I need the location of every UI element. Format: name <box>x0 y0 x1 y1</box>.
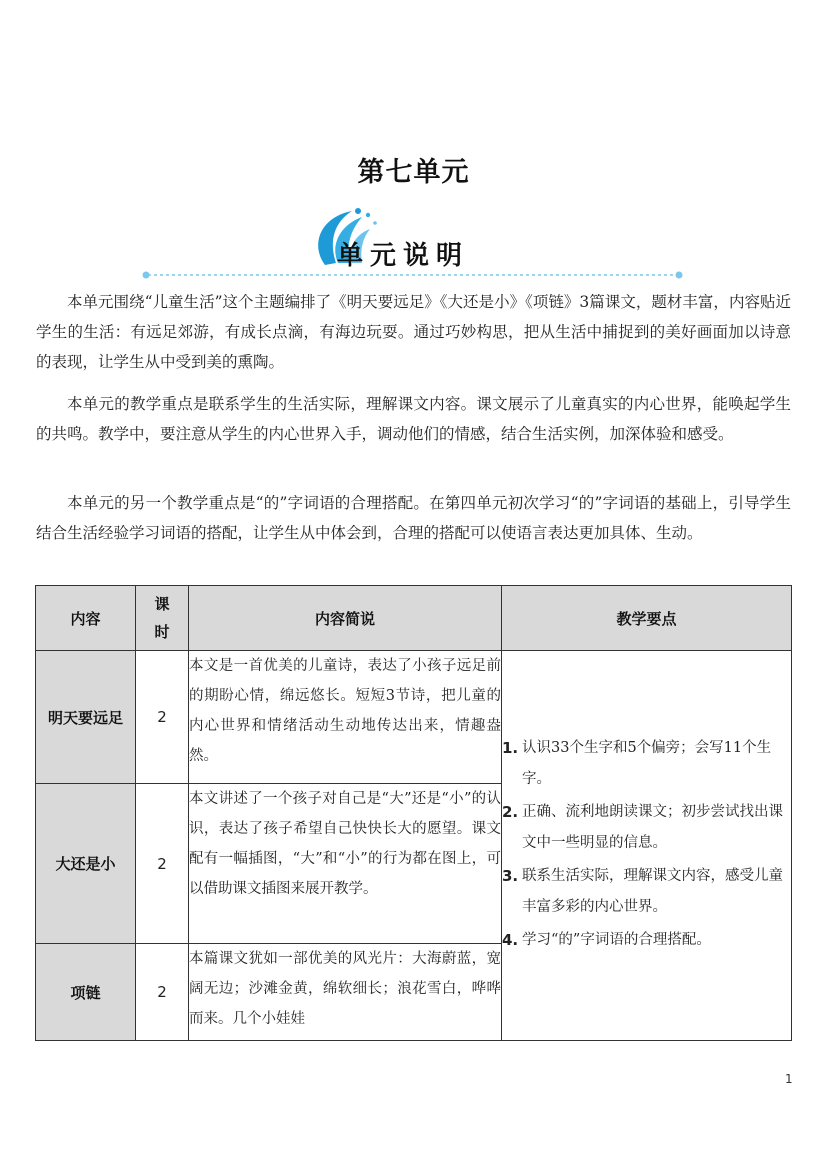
key-point <box>502 925 791 956</box>
lesson-hours: 2 <box>136 784 189 944</box>
page-number: 1 <box>785 1072 793 1086</box>
lesson-summary: 本篇课文犹如一部优美的风光片：大海蔚蓝，宽阔无边；沙滩金黄，绵软细长；浪花雪白，哗哗而来。几个小娃娃 <box>189 944 502 1041</box>
header-hours-line2: 时 <box>154 623 170 641</box>
lesson-name: 大还是小 <box>36 784 136 944</box>
header-key-points: 教学要点 <box>502 586 792 651</box>
key-point-text: 认识33个生字和5个偏旁；会写11个生字。 <box>522 740 772 787</box>
key-point-number: 1. <box>502 739 519 757</box>
lesson-hours: 2 <box>136 944 189 1041</box>
lesson-summary: 本文讲述了一个孩子对自己是“大”还是“小”的认识，表达了孩子希望自己快快长大的愿望。课文配有一幅插图，“大”和“小”的行为都在图上，可以借助课文插图来展开教学。 <box>189 784 502 944</box>
key-point-text: 正确、流利地朗读课文；初步尝试找出课文中一些明显的信息。 <box>522 804 783 851</box>
key-point <box>502 797 791 859</box>
unit-table <box>35 585 792 1041</box>
key-point <box>502 733 791 795</box>
banner-label: 单元说明 <box>337 241 470 271</box>
key-point-number: 4. <box>502 931 519 949</box>
key-point <box>502 861 791 923</box>
header-content: 内容 <box>36 586 136 651</box>
key-point-number: 2. <box>502 803 519 821</box>
key-point-text: 联系生活实际，理解课文内容，感受儿童丰富多彩的内心世界。 <box>522 868 783 915</box>
intro-paragraph-2: 本单元的教学重点是联系学生的生活实际，理解课文内容。课文展示了儿童真实的内心世界，能唤起学生的共鸣。教学中，要注意从学生的内心世界入手，调动他们的情感，结合生活实例，加深体验和感受。 <box>36 395 791 443</box>
intro-paragraph-3: 本单元的另一个教学重点是“的”字词语的合理搭配。在第四单元初次学习“的”字词语的基础上，引导学生结合生活经验学习词语的搭配，让学生从中体会到，合理的搭配可以使语言表达更加具体、生动。 <box>36 494 791 542</box>
table-header-row <box>36 586 792 651</box>
key-point-number: 3. <box>502 867 519 885</box>
lesson-summary: 本文是一首优美的儿童诗，表达了小孩子远足前的期盼心情，绵远悠长。短短3节诗，把儿童的内心世界和情绪活动生动地传达出来，情趣盎然。 <box>189 651 502 784</box>
key-points-cell <box>502 651 792 1041</box>
lesson-name: 明天要远足 <box>36 651 136 784</box>
lesson-name: 项链 <box>36 944 136 1041</box>
header-hours-line1: 课 <box>154 595 170 613</box>
header-hours <box>136 586 189 651</box>
table-row <box>36 651 792 784</box>
intro-paragraph-1: 本单元围绕“儿童生活”这个主题编排了《明天要远足》《大还是小》《项链》3篇课文，题材丰富，内容贴近学生的生活：有远足郊游，有成长点滴，有海边玩耍。通过巧妙构思，把从生活中捕捉到的美好画面加以诗意的表现，让学生从中受到美的熏陶。 <box>36 293 791 371</box>
header-summary: 内容简说 <box>189 586 502 651</box>
section-banner <box>140 205 685 285</box>
key-point-text: 学习“的”字词语的合理搭配。 <box>522 932 711 948</box>
lesson-hours: 2 <box>136 651 189 784</box>
page-title: 第七单元 <box>357 157 470 188</box>
